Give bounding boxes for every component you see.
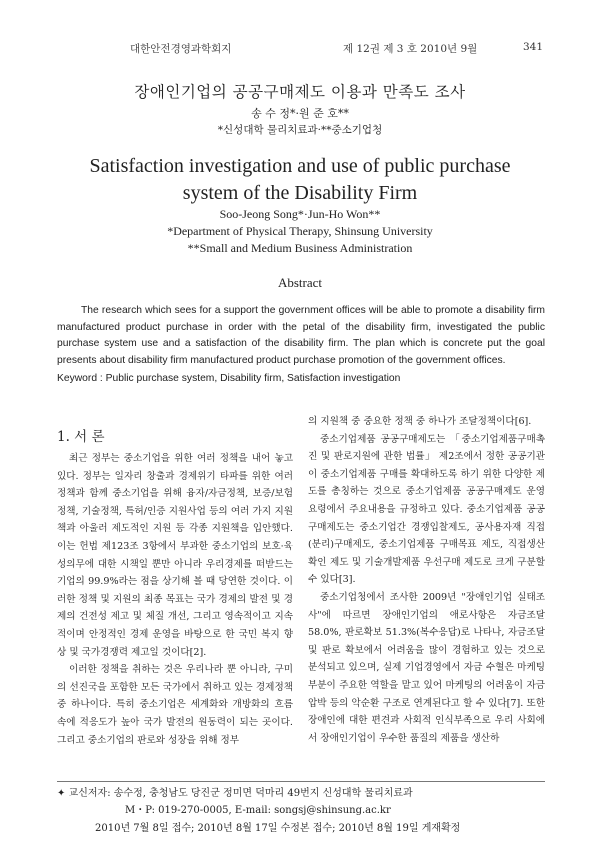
authors-en: Soo-Jeong Song*·Jun-Ho Won** <box>219 207 381 221</box>
paragraph: 중소기업제품 공공구매제도는 「중소기업제품구매촉진 및 판로지원에 관한 법률」 제2조에서 정한 공공기관이 중소기업제품 구매를 확대하도록 하기 위한 다양한 제도를 총칭하는 것으로 중소기업제품 공공구매제도 운영요령에서 주요내용을 규정하고 있다. 중소기업제품 공공구매제도는 중소기업간 경쟁입찰제도, 공사용자재 직접(분리)구매제도, 중소기업제품 구매목표 제도, 직접생산확인 제도 및 기술개발제품 우선구매 제도로 크게 구분할 수 있다[3]. <box>308 433 545 586</box>
paragraph: 의 지원책 중 중요한 정책 중 하나가 조달정책이다[6]. <box>308 416 532 427</box>
keywords: Keyword : Public purchase system, Disability firm, Satisfaction investigation <box>57 373 401 384</box>
affiliations-ko: *신성대학 물리치료과·**중소기업청 <box>217 124 383 136</box>
running-header-issue: 제 12권 제 3 호 2010년 9월 <box>343 43 478 55</box>
running-header-page: 341 <box>523 41 544 53</box>
right-column <box>308 413 545 747</box>
abstract-body: The research which sees for a support the government offices will be able to promote a disability firm manufactured product purchase in order with the petal of the disability firm, investigated the public purchase system use and a satisfaction of the disability firm. The plan which is concrete put the goal presents about disability firm manufactured product purchase promotion of the government offices. <box>57 305 545 366</box>
running-header-journal: 대한안전경영과학회지 <box>130 43 232 55</box>
footnote-rule <box>57 781 545 782</box>
authors-ko: 송 수 정*·원 준 호** <box>251 107 349 120</box>
paragraph: 최근 정부는 중소기업을 위한 여러 정책을 내어 놓고 있다. 정부는 일자리 창출과 경제위기 타파를 위한 여러 정책과 함께 중소기업을 위해 융자/자금정책, 보증/보험정책, 기술정책, 특허/인증 지원사업 등의 여러 가지 지원책과 아울러 제도적인 지원 등 각종 지원책을 입안했다. 이는 헌법 제123조 3항에서 부과한 중소기업의 보호·육성의무에 대한 시책일 뿐만 아니라 우리경제를 떠받드는 기업의 99.9%라는 점을 상기해 볼 때 당연한 것이다. 이러한 정책 및 지원의 최종 목표는 국가 경제의 발전 및 경제의 건전성 제고 및 체질 개선, 그리고 영속적이고 지속적이며 안정적인 경제 운영을 바탕으로 한 국민 복지 향상 및 국가경쟁력 제고일 것이다[2]. <box>57 453 293 658</box>
paragraph: 이러한 정책을 취하는 것은 우리나라 뿐 아니라, 구미의 선진국을 포함한 모든 국가에서 취하고 있는 경제정책 중 하나이다. 특히 중소기업은 세계화와 개방화의 흐름 속에 적응도가 높아 국가 발전의 원동력이 되는 곳이다. 그리고 중소기업의 판로와 성장을 위해 정부 <box>57 664 293 746</box>
section-heading-introduction: 1. 서 론 <box>57 429 105 445</box>
paper-title-en: Satisfaction investigation and use of public purchase system of the Disability Firm <box>89 155 511 204</box>
abstract-heading: Abstract <box>277 275 323 290</box>
footnote-dates: 2010년 7월 8일 접수; 2010년 8월 17일 수정본 접수; 2010년 8월 19일 게재확정 <box>95 823 461 834</box>
footnote-corresponding-author: ✦ 교신저자: 송수정, 충청남도 당진군 정미면 덕마리 49번지 신성대학 물리치료과 <box>57 788 413 799</box>
left-column <box>57 450 293 749</box>
footnote-contact: M・P: 019-270-0005, E-mail: songsj@shinsung.ac.kr <box>125 805 391 816</box>
affiliation-en-1: *Department of Physical Therapy, Shinsung University <box>167 224 433 238</box>
paper-title-ko: 장애인기업의 공공구매제도 이용과 만족도 조사 <box>134 83 466 101</box>
paragraph: 중소기업청에서 조사한 2009년 "장애인기업 실태조사"에 따르면 장애인기업의 애로사항은 자금조달 58.0%, 판로확보 51.3%(복수응답)로 나타나, 자금조달 및 판로 확보에서 어려움을 많이 경험하고 있는 것으로 분석되고 있으며, 실제 기업경영에서 자금 수혈은 마케팅 부분이 주요한 역할을 맡고 있어 마케팅의 어려움이 자금 압박 등의 악순환 구조로 연계된다고 할 수 있다[7]. 또한 장애인에 대한 편견과 사회적 인식부족으로 우리 사회에서 장애인기업이 우수한 품질의 제품을 생산하 <box>308 591 545 744</box>
affiliation-en-2: **Small and Medium Business Administration <box>187 241 413 255</box>
